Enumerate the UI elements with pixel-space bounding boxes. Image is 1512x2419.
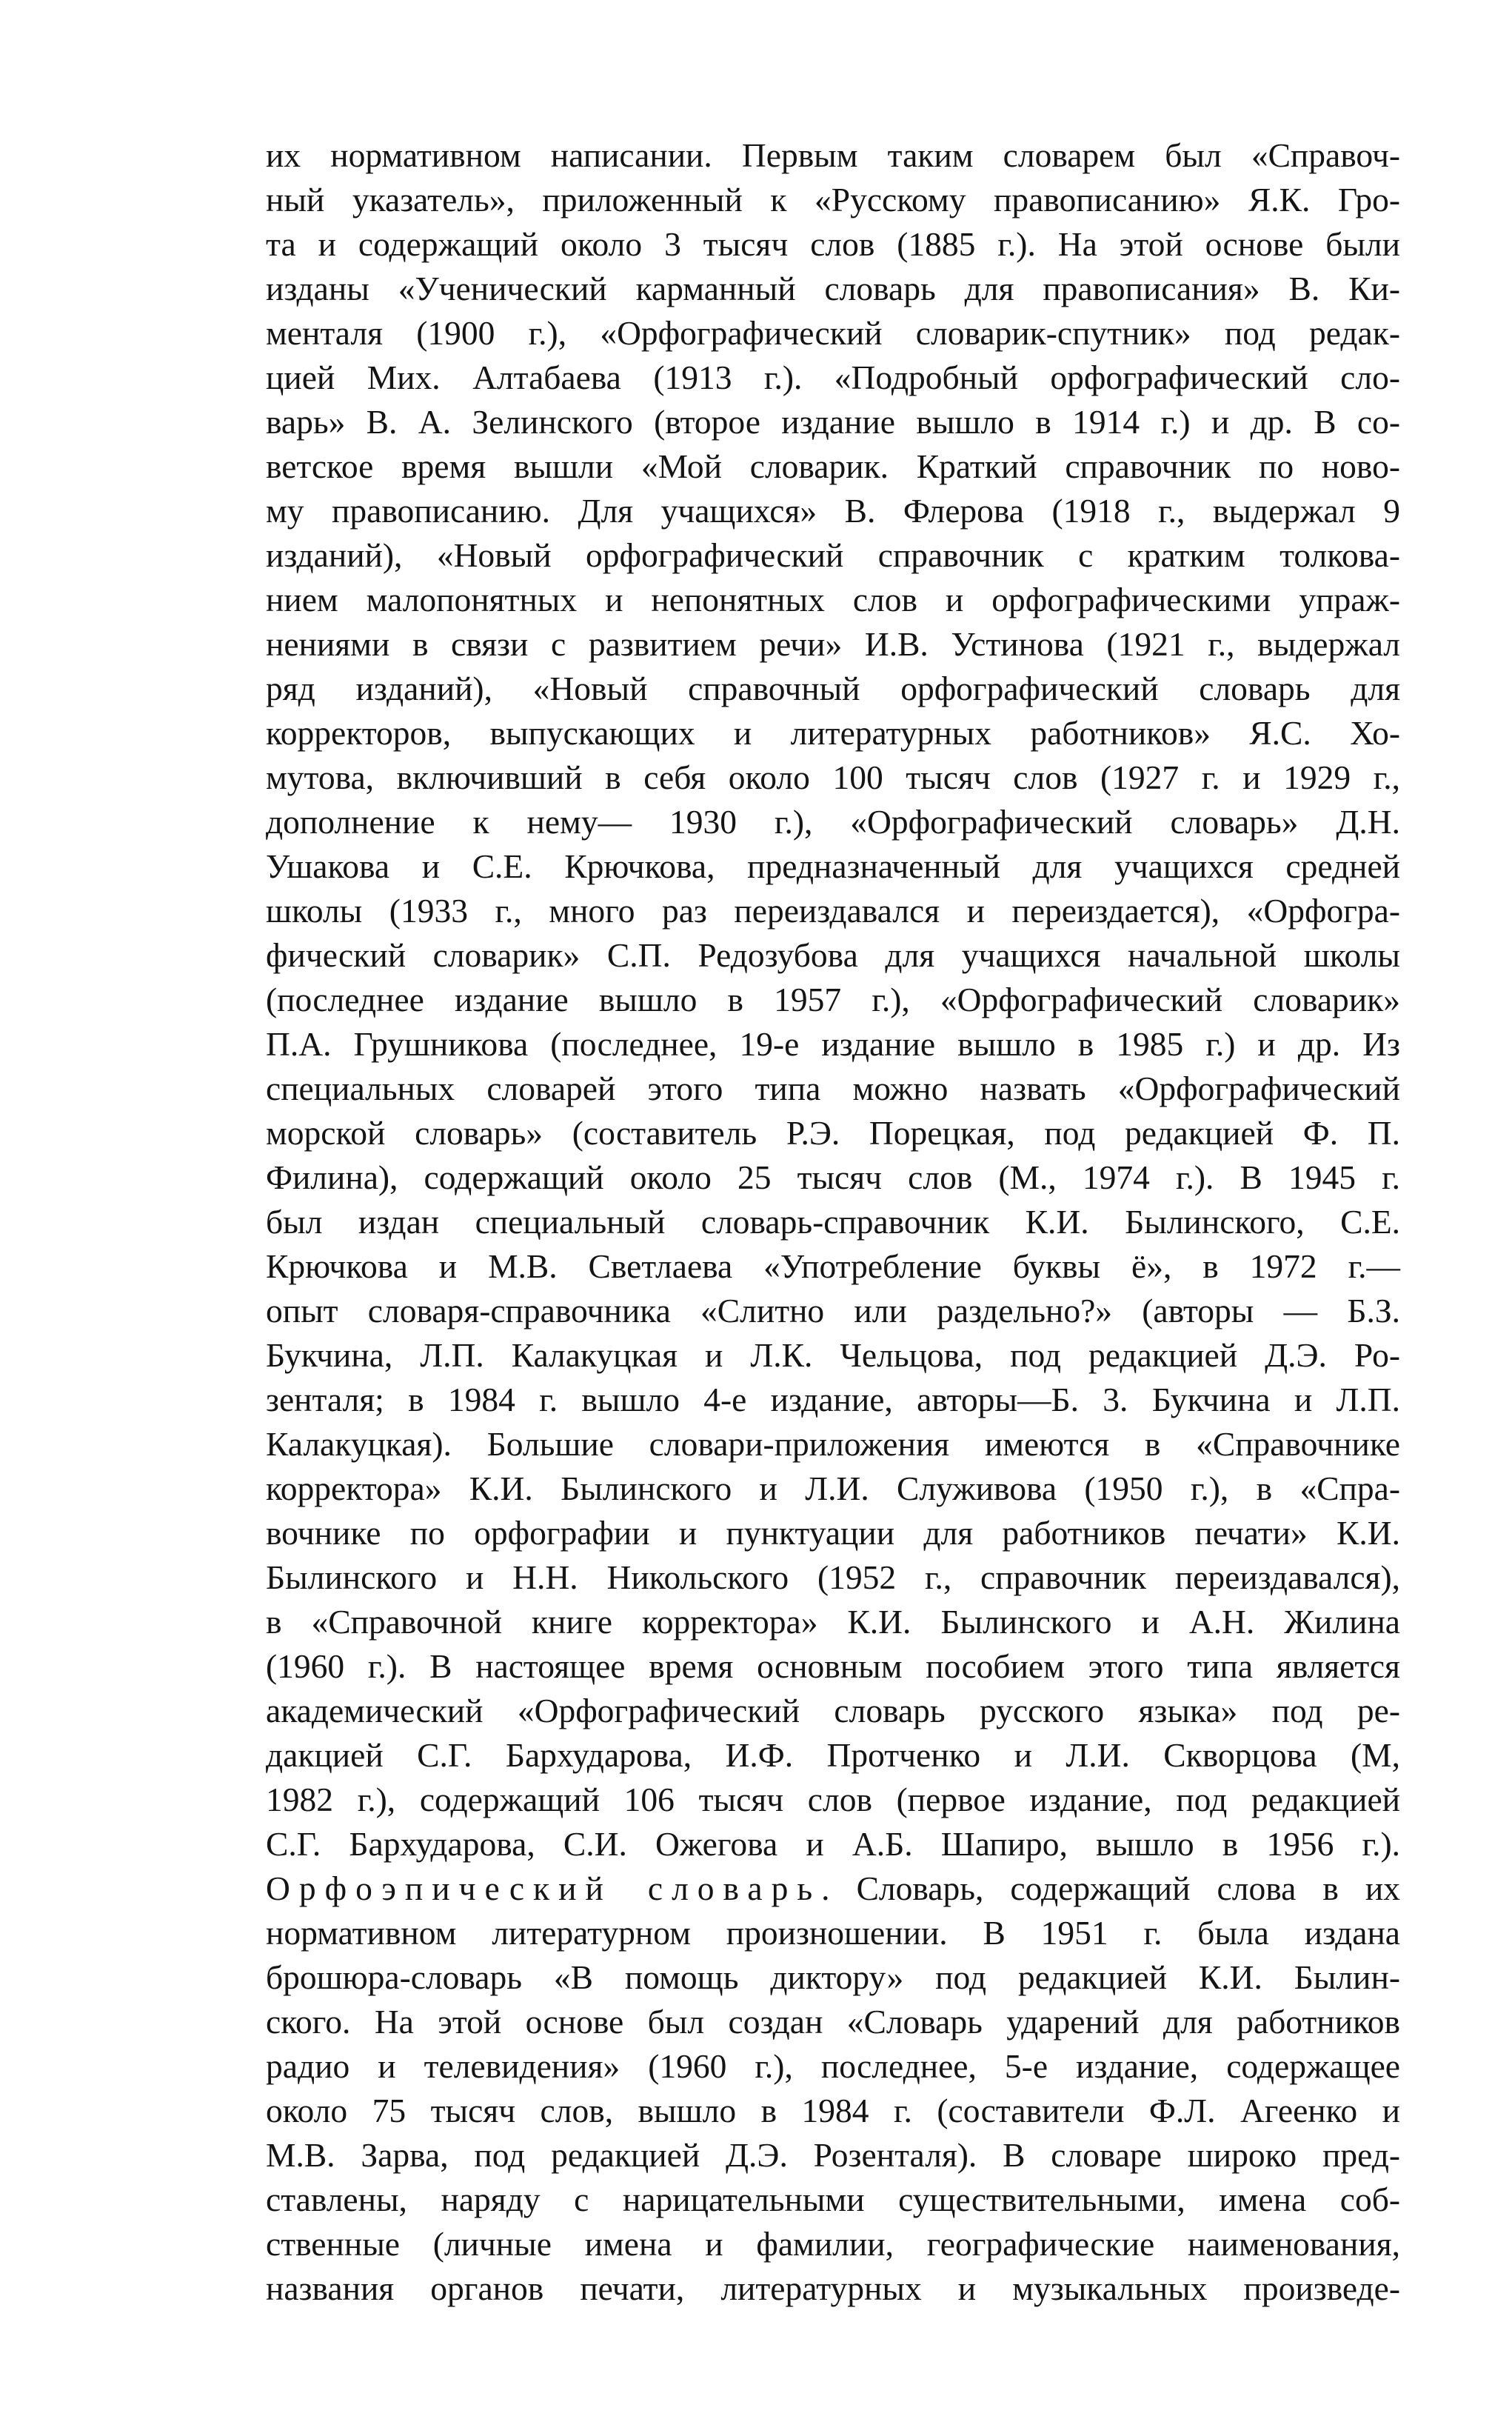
text-line: ского. На этой основе был создан «Словарь ударений для работников [266, 2003, 1400, 2041]
text-line: изданы «Ученический карманный словарь для правописания» В. Ки- [266, 270, 1400, 307]
text-line: Ушакова и С.Е. Крючкова, предназначенный для учащихся средней [266, 847, 1400, 885]
text-line: мутова, включивший в себя около 100 тысяч слов (1927 г. и 1929 г., [266, 758, 1400, 796]
text-line: названия органов печати, литературных и музыкальных произведе- [266, 2269, 1400, 2307]
text-line: зенталя; в 1984 г. вышло 4-е издание, авторы—Б. 3. Букчина и Л.П. [266, 1381, 1400, 1418]
text-line: радио и телевидения» (1960 г.), последнее, 5-е издание, содержащее [266, 2047, 1400, 2085]
text-line: специальных словарей этого типа можно назвать «Орфографический [266, 1070, 1400, 1107]
text-line: варь» В. А. Зелинского (второе издание вышло в 1914 г.) и др. В со- [266, 403, 1400, 441]
text-line: Филина), содержащий около 25 тысяч слов (М., 1974 г.). В 1945 г. [266, 1158, 1400, 1196]
text-line: му правописанию. Для учащихся» В. Флерова (1918 г., выдержал 9 [266, 492, 1400, 530]
text-line: их нормативном написании. Первым таким словарем был «Справоч- [266, 136, 1400, 174]
text-line: ветское время вышли «Мой словарик. Краткий справочник по ново- [266, 447, 1400, 485]
text-line: Крючкова и М.В. Светлаева «Употребление буквы ё», в 1972 г.— [266, 1247, 1400, 1285]
text-line: ряд изданий), «Новый справочный орфографический словарь для [266, 670, 1400, 707]
text-line: М.В. Зарва, под редакцией Д.Э. Розенталя). В словаре широко пред- [266, 2136, 1400, 2174]
text-line: П.А. Грушникова (последнее, 19-е издание вышло в 1985 г.) и др. Из [266, 1025, 1400, 1063]
text-line: С.Г. Бархударова, С.И. Ожегова и А.Б. Шапиро, вышло в 1956 г.). [266, 1825, 1400, 1863]
text-line: (последнее издание вышло в 1957 г.), «Орфографический словарик» [266, 981, 1400, 1018]
text-line: та и содержащий около 3 тысяч слов (1885 г.). На этой основе были [266, 225, 1400, 263]
text-line: менталя (1900 г.), «Орфографический словарик-спутник» под редак- [266, 314, 1400, 352]
text-line: ный указатель», приложенный к «Русскому правописанию» Я.К. Гро- [266, 181, 1400, 218]
text-line: ственные (личные имена и фамилии, географические наименования, [266, 2225, 1400, 2263]
body-text [266, 133, 1400, 2311]
text-line: цией Мих. Алтабаева (1913 г.). «Подробный орфографический сло- [266, 358, 1400, 396]
text-line: (1960 г.). В настоящее время основным пособием этого типа является [266, 1647, 1400, 1685]
text-line: 1982 г.), содержащий 106 тысяч слов (первое издание, под редакцией [266, 1781, 1400, 1818]
text-line: морской словарь» (составитель Р.Э. Порецкая, под редакцией Ф. П. [266, 1114, 1400, 1152]
text-line: вочнике по орфографии и пунктуации для работников печати» К.И. [266, 1514, 1400, 1552]
text-line: фический словарик» С.П. Редозубова для учащихся начальной школы [266, 936, 1400, 974]
text-line: школы (1933 г., много раз переиздавался и переиздается), «Орфогра- [266, 892, 1400, 930]
text-line: корректоров, выпускающих и литературных работников» Я.С. Хо- [266, 714, 1400, 752]
text-line: корректора» К.И. Былинского и Л.И. Служивова (1950 г.), в «Спра- [266, 1469, 1400, 1507]
spaced-term-continuation: . Словарь, содержащий слова в их [821, 1869, 1400, 1907]
text-line: был издан специальный словарь-справочник К.И. Былинского, С.Е. [266, 1203, 1400, 1241]
text-line: нормативном литературном произношении. В 1951 г. была издана [266, 1914, 1400, 1952]
text-line: опыт словаря-справочника «Слитно или раздельно?» (авторы — Б.З. [266, 1292, 1400, 1329]
text-line: около 75 тысяч слов, вышло в 1984 г. (составители Ф.Л. Агеенко и [266, 2092, 1400, 2129]
section-heading-line [266, 1866, 1400, 1911]
text-line: дополнение к нему— 1930 г.), «Орфографический словарь» Д.Н. [266, 803, 1400, 841]
text-line: Былинского и Н.Н. Никольского (1952 г., справочник переиздавался), [266, 1558, 1400, 1596]
spaced-term: Орфоэпический словарь [266, 1869, 822, 1907]
text-line: нениями в связи с развитием речи» И.В. Устинова (1921 г., выдержал [266, 625, 1400, 663]
text-line: в «Справочной книге корректора» К.И. Былинского и А.Н. Жилина [266, 1603, 1400, 1641]
text-line: Калакуцкая). Большие словари-приложения имеются в «Справочнике [266, 1425, 1400, 1463]
text-line: ставлены, наряду с нарицательными существительными, имена соб- [266, 2181, 1400, 2218]
text-line: академический «Орфографический словарь русского языка» под ре- [266, 1692, 1400, 1729]
text-line: нием малопонятных и непонятных слов и орфографическими упраж- [266, 581, 1400, 618]
text-line: изданий), «Новый орфографический справочник с кратким толкова- [266, 536, 1400, 574]
text-line: дакцией С.Г. Бархударова, И.Ф. Протченко и Л.И. Скворцова (М, [266, 1736, 1400, 1774]
text-line: брошюра-словарь «В помощь диктору» под редакцией К.И. Былин- [266, 1958, 1400, 1996]
text-line: Букчина, Л.П. Калакуцкая и Л.К. Чельцова, под редакцией Д.Э. Ро- [266, 1336, 1400, 1374]
